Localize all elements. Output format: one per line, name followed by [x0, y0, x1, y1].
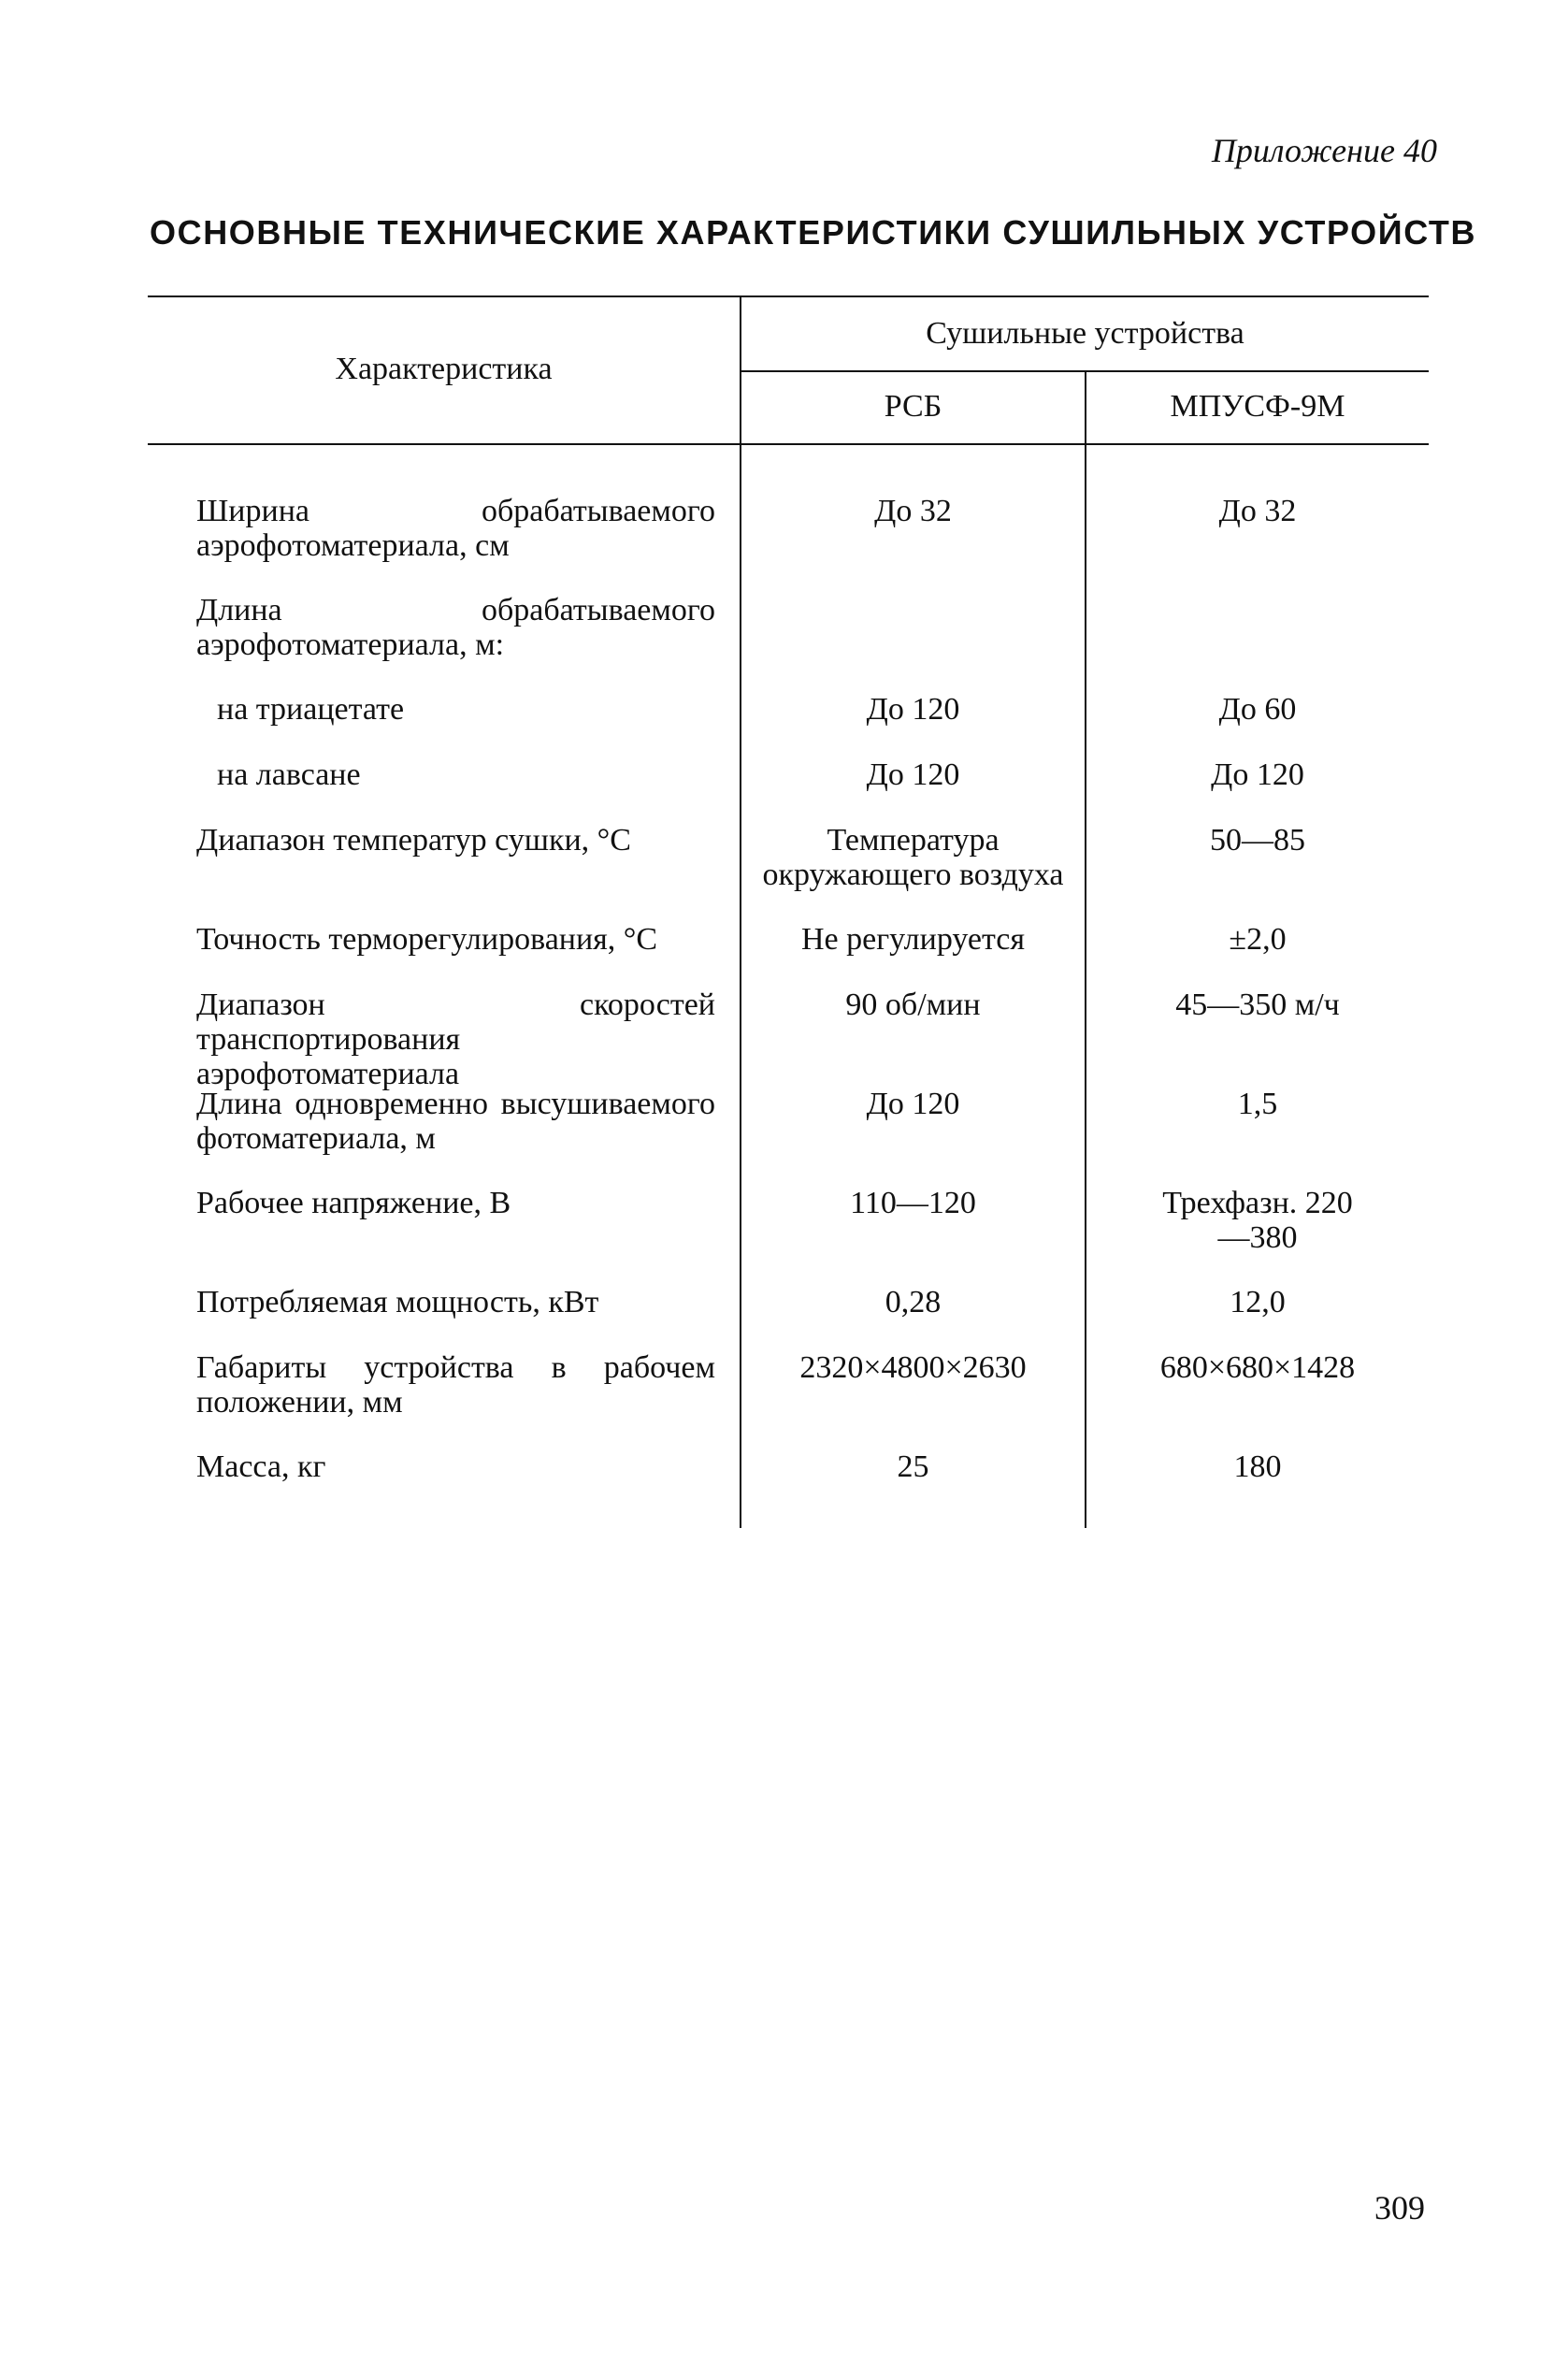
- row-value-mpusf: 1,5: [1237, 1087, 1278, 1121]
- page-number: 309: [1374, 2189, 1425, 2227]
- row-label: Рабочее напряжение, В: [196, 1186, 511, 1220]
- row-value-mpusf: Трехфазн. 220—380: [1162, 1186, 1353, 1255]
- row-label: Потребляемая мощность, кВт: [196, 1285, 599, 1319]
- row-value-rsb: 25: [897, 1449, 929, 1484]
- row-value-rsb: Температура окружающего воздуха: [762, 823, 1064, 892]
- row-value-mpusf: 12,0: [1230, 1285, 1286, 1319]
- page-title: ОСНОВНЫЕ ТЕХНИЧЕСКИЕ ХАРАКТЕРИСТИКИ СУШИЛЬНЫХ УСТРОЙСТВ: [150, 213, 1477, 252]
- row-value-mpusf: ±2,0: [1229, 922, 1287, 957]
- row-value-rsb: До 120: [866, 692, 960, 727]
- header-characteristic: Характеристика: [335, 352, 553, 386]
- row-value-rsb: 110—120: [850, 1186, 976, 1220]
- row-label: на триацетате: [217, 692, 405, 727]
- row-value-mpusf: До 120: [1211, 757, 1304, 792]
- header-rsb: РСБ: [884, 389, 942, 424]
- row-value-rsb: Не регулируется: [800, 922, 1026, 957]
- row-value-mpusf: До 60: [1218, 692, 1297, 727]
- row-label: Длина обрабатываемого аэрофотоматериала, м:: [196, 593, 715, 662]
- row-value-rsb: До 120: [866, 757, 960, 792]
- header-drying-devices: Сушильные устройства: [926, 316, 1244, 351]
- row-value-rsb: 2320×4800×2630: [799, 1350, 1027, 1385]
- row-label: Габариты устройства в рабочем положении, мм: [196, 1350, 715, 1420]
- row-value-rsb: До 120: [866, 1087, 960, 1121]
- row-value-mpusf: 680×680×1428: [1159, 1350, 1356, 1385]
- row-value-mpusf: 50—85: [1210, 823, 1305, 858]
- header-bottom-rule: [148, 443, 1429, 445]
- row-value-rsb: 90 об/мин: [845, 987, 981, 1022]
- row-label: на лавсане: [217, 757, 361, 792]
- row-label: Диапазон скоростей транспортирования аэрофотоматериала: [196, 987, 715, 1091]
- row-label: Ширина обрабатываемого аэрофотоматериала, см: [196, 494, 715, 563]
- row-value-rsb: 0,28: [885, 1285, 942, 1319]
- row-label: Масса, кг: [196, 1449, 326, 1484]
- row-value-mpusf: До 32: [1218, 494, 1297, 528]
- row-value-mpusf: 180: [1233, 1449, 1282, 1484]
- appendix-label: Приложение 40: [1211, 132, 1437, 169]
- header-mpusf: МПУСФ-9М: [1170, 389, 1345, 424]
- column-divider-1: [740, 296, 741, 1528]
- row-label: Длина одновременно высушиваемого фотоматериала, м: [196, 1087, 715, 1156]
- row-label: Точность терморегулирования, °С: [196, 922, 658, 957]
- row-value-mpusf: 45—350 м/ч: [1175, 987, 1340, 1022]
- row-label: Диапазон температур сушки, °С: [196, 823, 631, 858]
- row-value-rsb: До 32: [874, 494, 952, 528]
- table-top-rule: [148, 296, 1429, 297]
